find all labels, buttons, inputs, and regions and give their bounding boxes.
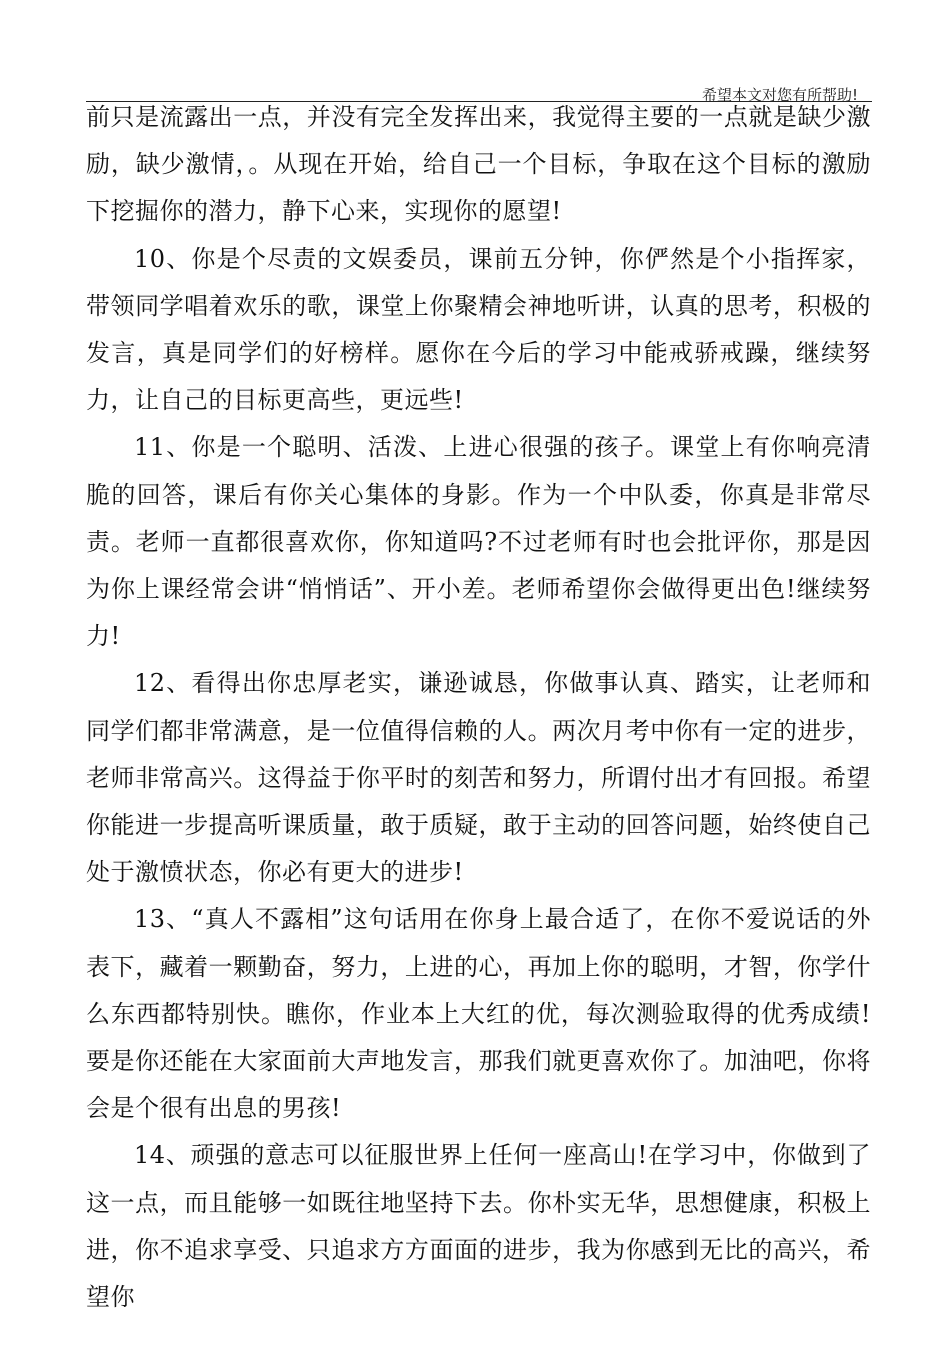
header-note: 希望本文对您有所帮助!	[701, 86, 858, 104]
document-body	[86, 94, 871, 1321]
paragraph-comment-10: 10、你是个尽责的文娱委员，课前五分钟，你俨然是个小指挥家，带领同学唱着欢乐的歌，课堂上你聚精会神地听讲，认真的思考，积极的发言，真是同学们的好榜样。愿你在今后的学习中能戒骄戒躁，继续努力，让自己的目标更高些，更远些!	[86, 244, 871, 415]
paragraph-comment-13: 13、“真人不露相”这句话用在你身上最合适了，在你不爱说话的外表下，藏着一颗勤奋，努力，上进的心，再加上你的聪明，才智，你学什么东西都特别快。瞧你，作业本上大红的优，每次测验取得的优秀成绩!要是你还能在大家面前大声地发言，那我们就更喜欢你了。加油吧，你将会是个很有出息的男孩!	[86, 905, 871, 1123]
paragraph-comment-12: 12、看得出你忠厚老实，谦逊诚恳，你做事认真、踏实，让老师和同学们都非常满意，是一位值得信赖的人。两次月考中你有一定的进步，老师非常高兴。这得益于你平时的刻苦和努力，所谓付出才有回报。希望你能进一步提高听课质量，敢于质疑，敢于主动的回答问题，始终使自己处于激愤状态，你必有更大的进步!	[86, 669, 871, 887]
paragraph-comment-11: 11、你是一个聪明、活泼、上进心很强的孩子。课堂上有你响亮清脆的回答，课后有你关心集体的身影。作为一个中队委，你真是非常尽责。老师一直都很喜欢你，你知道吗?不过老师有时也会批评你，那是因为你上课经常会讲“悄悄话”、开小差。老师希望你会做得更出色!继续努力!	[86, 433, 871, 651]
paragraph-comment-14: 14、顽强的意志可以征服世界上任何一座高山!在学习中，你做到了这一点，而且能够一如既往地坚持下去。你朴实无华，思想健康，积极上进，你不追求享受、只追求方方面面的进步，我为你感到无比的高兴，希望你	[86, 1141, 871, 1312]
paragraph-continuation: 前只是流露出一点，并没有完全发挥出来，我觉得主要的一点就是缺少激励，缺少激情，。从现在开始，给自己一个目标，争取在这个目标的激励下挖掘你的潜力，静下心来，实现你的愿望!	[86, 103, 871, 226]
